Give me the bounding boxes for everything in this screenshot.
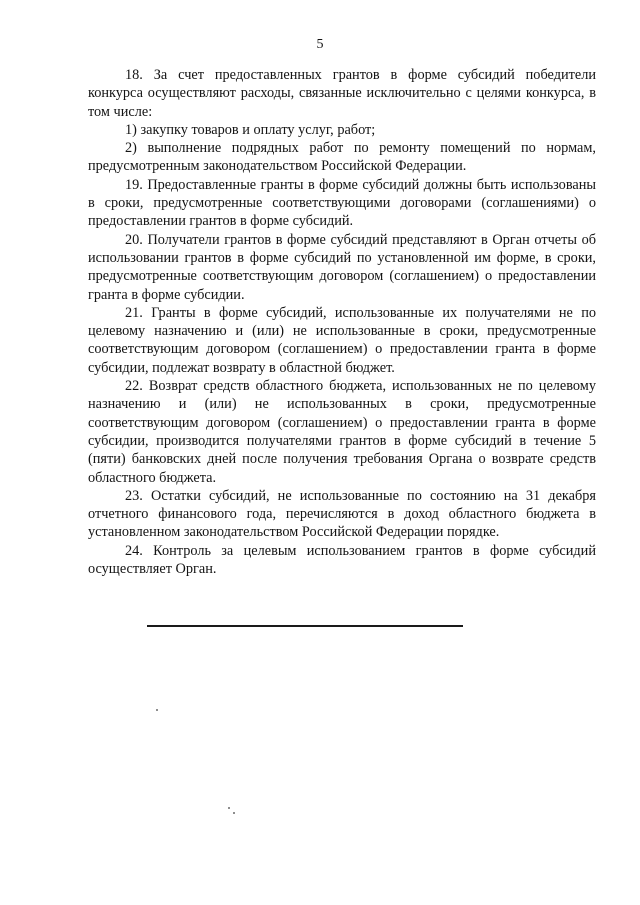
paragraph-22: 22. Возврат средств областного бюджета, использованных не по целевому назначению и (или) не использованных в сроки, предусмотренные соответствующим договором (соглашением) о предоставлении гранта в форме субсидии, производится получателями грантов в форме субсидий в течение 5 (пяти) банковских дней после получения требования Органа о возврате средств областного бюджета. bbox=[88, 378, 596, 486]
paragraph-21: 21. Гранты в форме субсидий, использованные их получателями не по целевому назначению и (или) не использованные в сроки, предусмотренные соответствующим договором (соглашением) о предоставлении гранта в форме субсидии, подлежат возврату в областной бюджет. bbox=[88, 304, 596, 376]
end-separator-line bbox=[147, 625, 463, 627]
paragraph-23: 23. Остатки субсидий, не использованные по состоянию на 31 декабря отчетного финансового года, перечисляются в доход областного бюджета в установленном законодательством Российской Федерации порядке. bbox=[88, 487, 596, 541]
paragraph-18-item-1: 1) закупку товаров и оплату услуг, работ; bbox=[125, 121, 376, 138]
paragraph-18: 18. За счет предоставленных грантов в форме субсидий победители конкурса осуществляют расходы, связанные исключительно с целями конкурса, в том числе: bbox=[88, 67, 596, 120]
page-number: 5 bbox=[316, 37, 324, 52]
scan-speck bbox=[233, 812, 235, 814]
paragraph-18-item-2: 2) выполнение подрядных работ по ремонту помещений по нормам, предусмотренным законодательством Российской Федерации. bbox=[88, 140, 596, 175]
paragraph-20: 20. Получатели грантов в форме субсидий представляют в Орган отчеты об использовании грантов в форме субсидий по установленной им форме, в сроки, предусмотренные соответствующим договором (соглашением) о предоставлении гранта в форме субсидии. bbox=[88, 231, 596, 303]
scan-speck bbox=[156, 709, 158, 711]
paragraph-19: 19. Предоставленные гранты в форме субсидий должны быть использованы в сроки, предусмотренные соответствующими договорами (соглашениями) о предоставлении грантов в форме субсидий. bbox=[88, 176, 596, 230]
document-body bbox=[88, 66, 596, 578]
paragraph-24: 24. Контроль за целевым использованием грантов в форме субсидий осуществляет Орган. bbox=[88, 542, 596, 578]
scan-speck bbox=[228, 807, 230, 809]
